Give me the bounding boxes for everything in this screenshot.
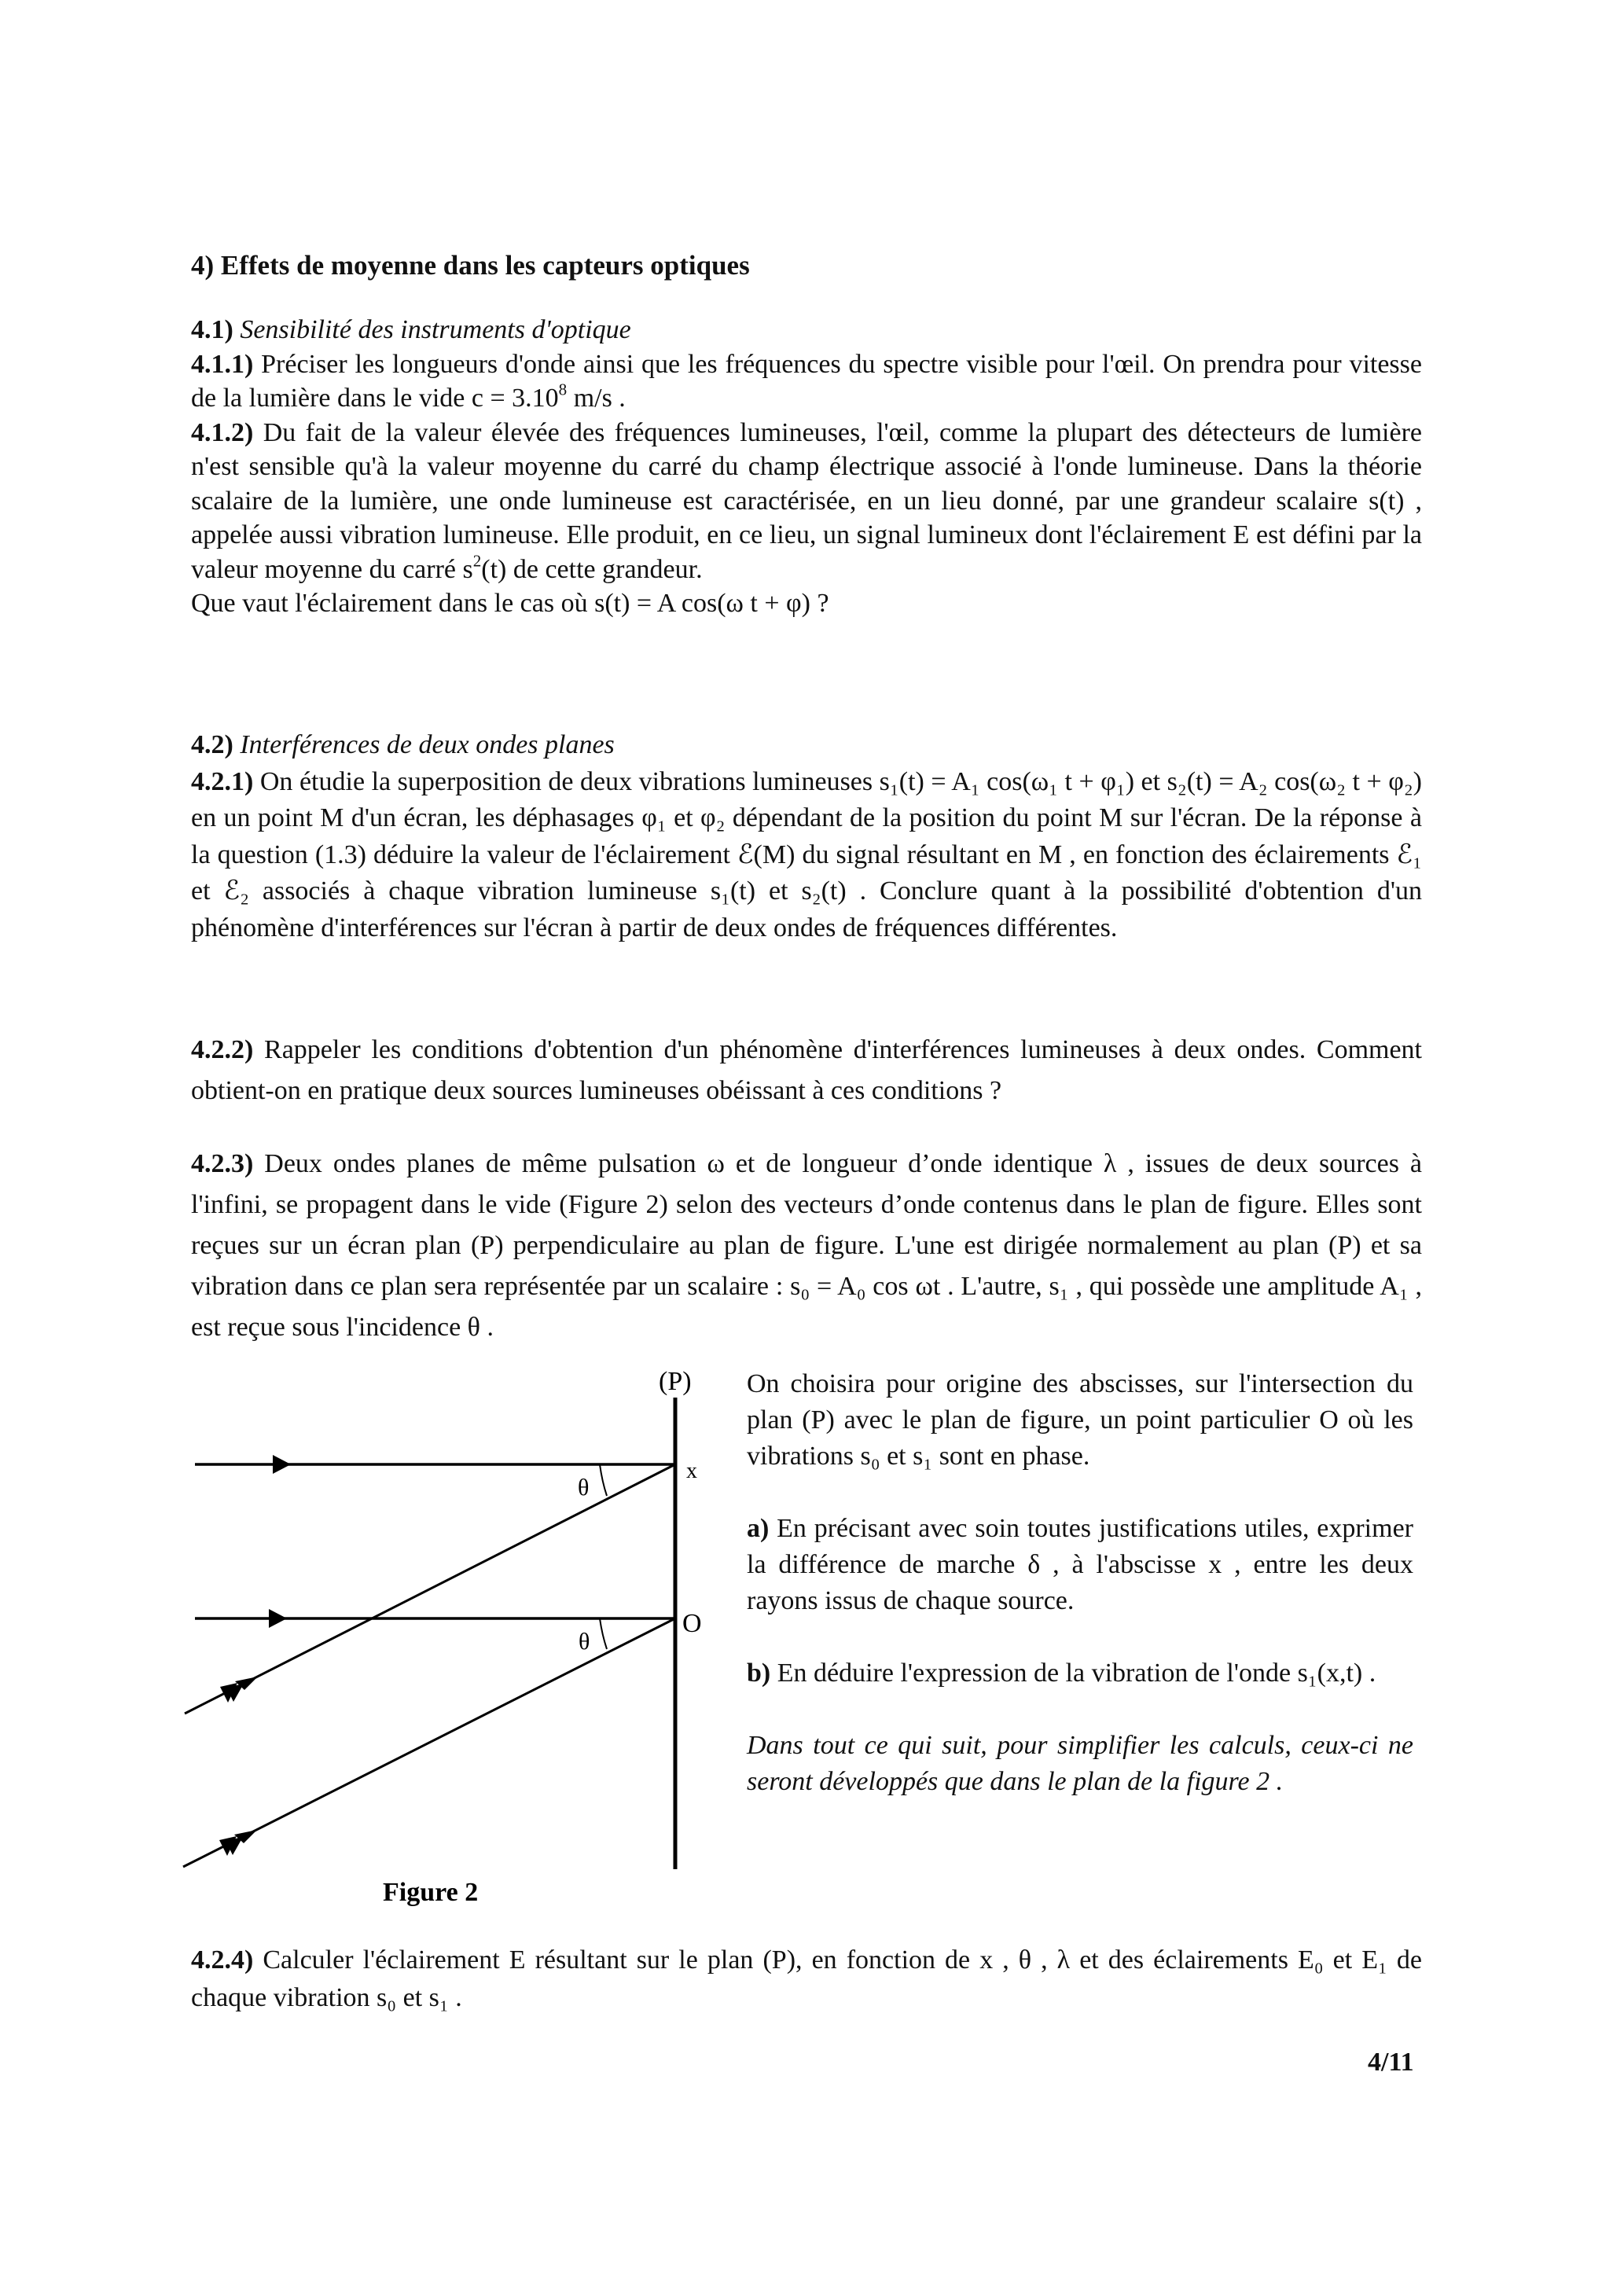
angle-label-top: θ <box>578 1475 590 1501</box>
question-text: En précisant avec soin toutes justifications utiles, exprimer la différence de marche δ , à l'abscisse x , entre les deux rayons issus de chaque source. <box>747 1514 1413 1615</box>
question-number: 4.2.2) <box>191 1035 254 1064</box>
exponent: 8 <box>558 380 568 399</box>
double-arrow-icon <box>220 1677 258 1703</box>
origin-label: O <box>682 1609 702 1638</box>
oblique-ray-top <box>185 1464 675 1714</box>
subsection-number: 4.1) <box>191 315 233 344</box>
question-text: Deux ondes planes de même pulsation ω et de longueur d’onde identique λ , issues de deux sources à l'infini, se propagent dans le vide (Figure 2) selon des vecteurs d’onde contenus dans le plan de figure. Elles sont reçues sur un écran plan (P) perpendiculaire au plan de figure. L'une est dirigée normalement au plan (P) et sa vibration dans ce plan sera représentée par un scalaire : s₀ = A₀ cos ωt . L'autre, s₁ , qui possède une amplitude A₁ , est reçue sous l'incidence θ . <box>191 1149 1422 1342</box>
question-number: 4.2.4) <box>191 1945 254 1975</box>
question-4-2-4 <box>191 1941 1422 2017</box>
question-number: 4.1.2) <box>191 417 254 447</box>
question-4-1-2-ask: Que vaut l'éclairement dans le cas où s(t) = A cos(ω t + φ) ? <box>191 589 829 618</box>
subsection-number: 4.2) <box>191 730 233 759</box>
question-text: Rappeler les conditions d'obtention d'un phénomène d'interférences lumineuses à deux ondes. Comment obtient-on en pratique deux sources lumineuses obéissant à ces conditions ? <box>191 1035 1422 1105</box>
subsection-title: Interférences de deux ondes planes <box>240 730 615 759</box>
question-label: a) <box>747 1514 770 1543</box>
simplification-note: Dans tout ce qui suit, pour simplifier les calculs, ceux-ci ne seront développés que dans le plan de la figure 2 . <box>747 1731 1413 1796</box>
question-number: 4.2.3) <box>191 1149 254 1178</box>
screen-label: (P) <box>659 1367 692 1396</box>
subsection-title: Sensibilité des instruments d'optique <box>240 315 631 344</box>
x-label: x <box>686 1459 697 1483</box>
origin-statement: On choisira pour origine des abscisses, sur l'intersection du plan (P) avec le plan de figure, un point particulier O où les vibrations s₀ et s₁ sont en phase. <box>747 1369 1413 1471</box>
question-text: m/s . <box>567 384 626 413</box>
figure-caption: Figure 2 <box>383 1878 479 1907</box>
question-number: 4.1.1) <box>191 349 254 379</box>
question-text: Calculer l'éclairement E résultant sur le plan (P), en fonction de x , θ , λ et des éclairements E₀ et E₁ de chaque vibration s₀ et s₁ . <box>191 1945 1422 2012</box>
section-title: 4) Effets de moyenne dans les capteurs optiques <box>191 250 750 281</box>
double-arrow-icon <box>219 1830 257 1856</box>
arrow-icon <box>273 1455 291 1474</box>
question-label: b) <box>747 1659 771 1688</box>
angle-arc <box>600 1618 607 1649</box>
angle-label-bottom: θ <box>579 1629 590 1655</box>
angle-arc <box>600 1464 607 1496</box>
exponent: 2 <box>472 550 482 570</box>
question-text: Préciser les longueurs d'onde ainsi que les fréquences du spectre visible pour l'œil. On prendra pour vitesse de la lumière dans le vide c = 3.10 <box>191 349 1422 413</box>
question-text: On étudie la superposition de deux vibrations lumineuses s₁(t) = A₁ cos(ω₁ t + φ₁) et s₂(t) = A₂ cos(ω₂ t + φ₂) en un point M d'un écran, les déphasages φ₁ et φ₂ dépendant de la position du point M sur l'écran. De la réponse à la question (1.3) déduire la valeur de l'éclairement ℰ(M) du signal résultant en M , en fonction des éclairements ℰ₁ et ℰ₂ associés à chaque vibration lumineuse s₁(t) et s₂(t) . Conclure quant à la possibilité d'obtention d'un phénomène d'interférences sur l'écran à partir de deux ondes de fréquences différentes. <box>191 766 1423 942</box>
question-text: Du fait de la valeur élevée des fréquences lumineuses, l'œil, comme la plupart des détecteurs de lumière n'est sensible qu'à la valeur moyenne du carré du champ électrique associé à l'onde lumineuse. Dans la théorie scalaire de la lumière, une onde lumineuse est caractérisée, en un lieu donné, par une grandeur scalaire s(t) , appelée aussi vibration lumineuse. Elle produit, en ce lieu, un signal lumineux dont l'éclairement E est défini par la valeur moyenne du carré s <box>191 417 1423 584</box>
question-text: (t) de cette grandeur. <box>481 554 703 584</box>
oblique-ray-bottom <box>183 1618 675 1867</box>
question-text: En déduire l'expression de la vibration de l'onde s₁(x,t) . <box>777 1659 1376 1688</box>
question-number: 4.2.1) <box>191 766 254 796</box>
arrow-icon <box>269 1609 287 1628</box>
page-number: 4/11 <box>1368 2048 1414 2077</box>
